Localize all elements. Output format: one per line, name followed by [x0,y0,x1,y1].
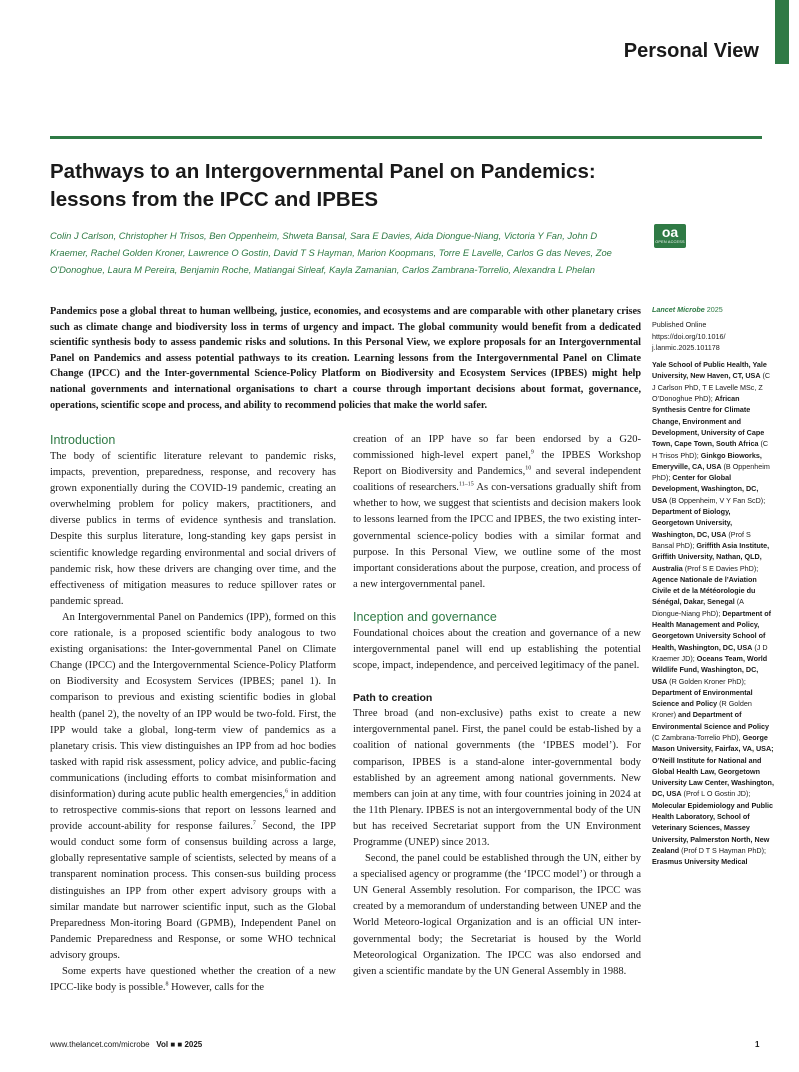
affiliation-authors: (B Oppenheim, V Y Fan ScD); [667,495,766,505]
affiliation-institution: Ginkgo Bioworks, Emeryville, CA, USA [652,450,762,471]
paragraph-text: An Intergovernmental Panel on Pandemics (IPP), formed on this core rationale, is a proposed scientific body analogous to two existing organisations: the Inter-governmental Panel on Climate Change (IPCC) and the Intergovernmental Science-Policy Platform on Biodiversity and Ecosystem Services (IPBES; panel 1). In comparison to previous and existing scientific bodies in global health (panel 2), the novelty of an IPP would be two-fold. First, the IPP would take a global, long-term view of pandemics as a planetary crisis. This view distinguishes an IPP from ad hoc bodies tasked with rapid risk assessment, policy advice, and public-facing communications (including efforts to combat misinformation and disinformation) during acute public health emergencies, [50,611,336,800]
affiliation-institution: Department of Health Management and Policy, Georgetown University School of Health, Washington, DC, USA [652,608,772,652]
open-access-label: OPEN ACCESS [655,240,685,244]
affiliation-authors: (Prof L O Gostin JD); [681,789,751,799]
footer-url[interactable]: www.thelancet.com/microbe [50,1040,150,1049]
published-online: Published Online [652,320,707,330]
open-access-logo: oa [661,224,679,240]
paragraph-text: and several independent coalitions of researchers. [353,466,641,494]
paragraph-text: creation of an IPP have so far been endorsed by a G20-commissioned high-level expert panel, [353,434,641,462]
affiliation-institution: and Department of Environmental Science and Policy [652,710,770,731]
affiliation-institution: George Mason University, Fairfax, VA, USA; O’Neill Institute for National and Global Health Law, Georgetown University Law Center, Washington, DC, USA [652,732,774,799]
paragraph: Second, the panel could be established through the UN, either by a specialised agency or programme (the ‘IPCC model’) or through a UN General Assembly resolution. For comparison, the IPCC was created by a memorandum of understanding between UNEP and the World Meteoro-logical Organization and is an official UN inter-governmental body; the Secretariat is housed by the World Meteorological Organization. The IPCC was also endorsed and given a scientific mandate by the UN General Assembly in 1988. [353,853,641,977]
affiliation-institution: Agence Nationale de l’Aviation Civile et de la Météorologie du Sénégal, Dakar, Senegal [652,574,757,607]
affiliation-authors: (R Golden Kroner) [652,699,752,720]
footer-journal [50,1040,202,1049]
section-title: Personal View [623,40,759,62]
footer-volume: Vol ■ ■ 2025 [156,1040,203,1049]
affiliation-institution: Department of Environmental Science and Policy [652,687,753,709]
reference-link[interactable]: 8 [165,981,169,988]
header-rule [50,136,762,139]
paragraph-text: Second, the IPP would conduct some form of consensus building across a large, globally representative sample of scientists, selected by means of a transparent nomination process. This consen-sus building process distinguishes an IPP from other expert advisory groups with a similar mandate but narrower scientific input, such as the Global Preparedness Mon-itoring Board (GPMB), Independent Panel on Pandemic Preparedness and Response, or some WHO technical advisory groups. [50,821,336,961]
open-access-badge [654,224,686,248]
page-number: 1 [755,1040,760,1049]
affiliations [652,359,774,867]
paragraph-text: the IPBES Workshop Report on Biodiversity and Pandemics, [353,450,641,478]
affiliation-authors: (B Oppenheim PhD); [652,461,770,483]
reference-link[interactable]: 11–15 [458,481,474,488]
affiliation-authors: (C Zambrana-Torrelio PhD), [652,732,743,742]
paragraph-text: in addition to retrospective commis-sions that report on lessons learned and provide account-ability for response failures. [50,788,336,833]
affiliation-institution: African Synthesis Centre for Climate Change, Environment and Development, University of Cape Town, Cape Town, South Africa [652,394,765,449]
path-subheading: Path to creation [353,692,433,705]
paragraph [50,610,336,964]
article-summary: Pandemics pose a global threat to human wellbeing, justice, economies, and ecosystems and are comparable with other planetary crises such as climate change and biodiversity loss in terms of urgency and impact. The global community would benefit from a dedicated scientific synthesis body to assess pandemic risks and solutions. In this Personal View, we explore proposals for an Intergovernmental Panel on Pandemics and assess potential pathways to its creation. Learning lessons from the Intergovernmental Panel on Climate Change (IPCC) and the Inter-governmental Science-Policy Platform on Biodiversity and Ecosystem Services (IPBES) might help national governments and international organisations to chart a course through important decisions about format, governance, operations, scientific scope and process, and ability to recommend policies that make the world safer. [50,306,641,411]
paragraph: The body of scientific literature relevant to pandemic risks, impacts, prevention, preparedness, response, and recovery has grown exponentially during the COVID-19 pandemic, creating an overwhelming problem for policy makers, practitioners, and diverse publics in terms of evidence synthesis and translation. Despite this surplus literature, long-standing key gaps persist in scientific knowledge regarding environmental and social drivers of pandemic risk, how these drivers are changing over time, and the effectiveness of mitigation measures to reduce spillover rates or pandemic spread. [50,451,336,607]
affiliation-authors: (C H Trisos PhD); [652,439,769,460]
section-color-tab [775,0,789,64]
affiliation-institution: Griffith Asia Institute, Griffith University, Nathan, QLD, Australia [652,540,770,573]
article-title: Pathways to an Intergovernmental Panel on Pandemics: lessons from the IPCC and IPBES [50,160,596,211]
journal-year: 2025 [706,305,723,314]
reference-link[interactable]: 10 [525,465,532,472]
affiliation-authors: (C J Carlson PhD, T E Lavelle MSc, Z O’Donoghue PhD); [652,371,771,404]
paragraph [50,964,336,996]
journal-name [652,305,723,314]
author-list: Colin J Carlson, Christopher H Trisos, Ben Oppenheim, Shweta Bansal, Sara E Davies, Aida Diongue-Niang, Victoria Y Fan, John D Kraemer, Rachel Golden Kroner, Lawrence O Gostin, David T S Hayman, Marion Koopmans, Torre E Lavelle, Carlos G das Neves, Zoe O'Donoghue, Laura M Pereira, Benjamin Roche, Matiangai Sirleaf, Kayla Zamanian, Carlos Zambrana-Torrelio, Alexandra L Phelan [50,230,612,275]
paragraph-text: However, calls for the [168,982,265,994]
affiliation-institution: Erasmus University Medical [652,857,748,867]
affiliation-institution: Yale School of Public Health, Yale University, New Haven, CT, USA [652,360,767,381]
sidebar [652,304,774,868]
paragraph-text: Some experts have questioned whether the creation of a new IPCC-like body is possible. [50,966,336,994]
paragraph: Foundational choices about the creation and governance of a new intergovernmental panel will end up establishing the potential scope, impact, independence, and perceived legitimacy of the panel. [353,627,641,672]
body-column-right [353,432,641,980]
affiliation-authors: (J D Kraemer JD); [652,642,768,663]
affiliation-institution: Center for Global Development, Washington, DC, USA [652,473,759,505]
doi-link[interactable]: https://doi.org/10.1016/ j.lanmic.2025.101178 [652,331,726,352]
affiliation-authors: (Prof S E Davies PhD); [682,563,759,573]
affiliation-authors: (Prof D T S Hayman PhD); [679,845,766,855]
inception-heading: Inception and governance [353,609,497,624]
affiliation-institution: Oceans Team, World Wildlife Fund, Washington, DC, USA [652,653,768,686]
introduction-heading: Introduction [50,433,116,447]
affiliation-authors: (Prof S Bansal PhD); [652,529,751,550]
reference-link[interactable]: 6 [285,788,289,795]
reference-link[interactable]: 9 [530,449,534,456]
paragraph-text: As con-versations gradually shift from whether to how, we suggest that scientists and decision makers look to lessons learned from the IPCC and IPBES, the two existing inter-governmental science-policy bodies with a similar format and purpose. In this Personal View, we outline some of the most important considerations about the purpose, creation, and process of a new intergovernmental panel. [353,482,641,590]
body-column-left [50,432,336,996]
affiliation-authors: (R Golden Kroner PhD); [667,676,746,686]
journal-title: Lancet Microbe [652,305,705,314]
affiliation-institution: Department of Biology, Georgetown University, Washington, DC, USA [652,507,733,539]
reference-link[interactable]: 7 [252,820,256,827]
affiliation-authors: (A Diongue-Niang PhD); [652,597,744,618]
affiliation-institution: Molecular Epidemiology and Public Health Laboratory, School of Veterinary Sciences, Massey University, Palmerston North, New Zealand [652,800,774,855]
paragraph: Three broad (and non-exclusive) paths exist to create a new intergovernmental panel. First, the panel could be estab-lished by a coalition of national governments (the ‘IPBES model’). For comparison, IPBES is a stand-alone inter-governmental body established by an agreement among national governments. New members can join at any time, with four countries joining in 2024 at the 11th Plenary. IPBES is not an intergovernmental body of the UN but has received Secretariat support from the UN Environment Programme (UNEP) since 2013. [353,708,641,848]
paragraph [353,432,641,593]
